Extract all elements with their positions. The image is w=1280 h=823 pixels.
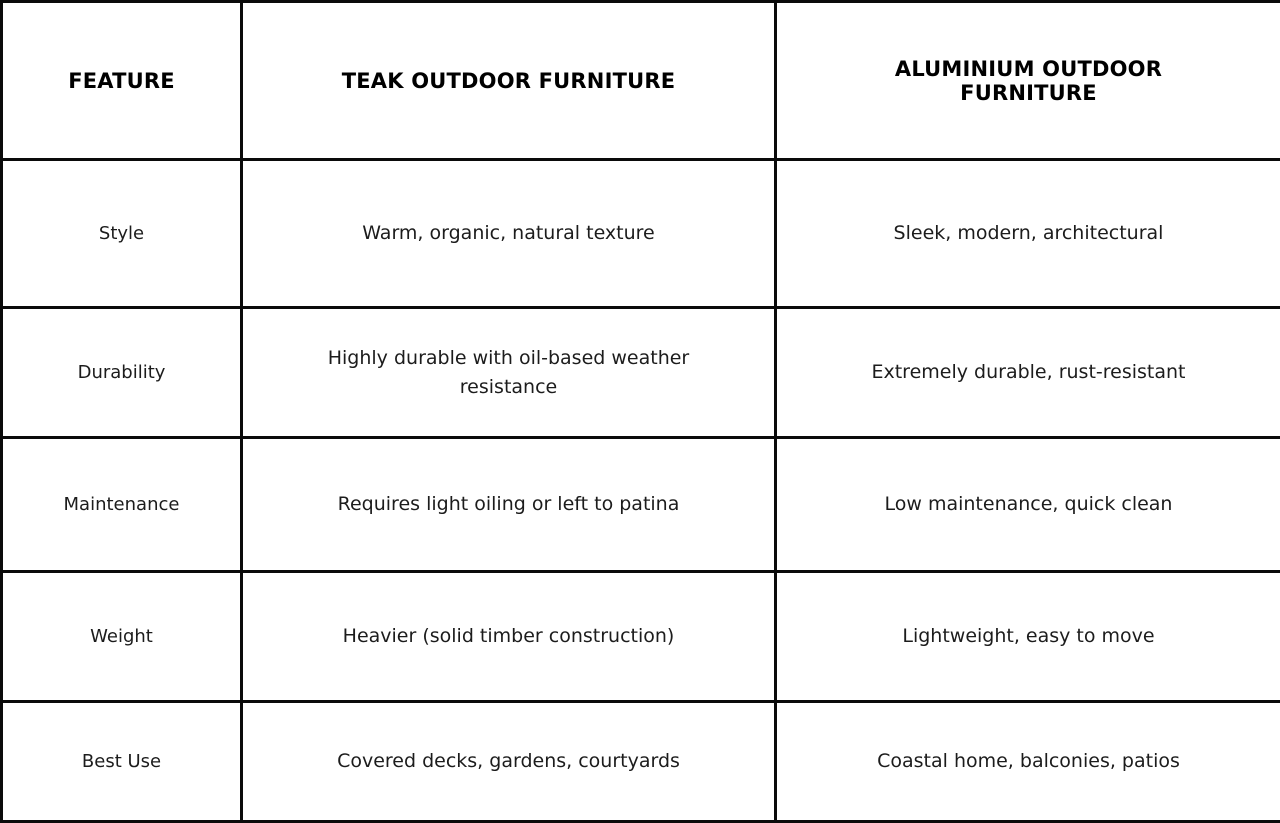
feature-cell: Best Use [2,702,242,822]
feature-cell: Weight [2,572,242,702]
teak-cell: Highly durable with oil-based weather resistance [242,308,776,438]
aluminium-cell: Sleek, modern, architectural [776,160,1280,308]
table-row-durability [2,308,1280,438]
header-aluminium: ALUMINIUM OUTDOOR FURNITURE [776,2,1280,160]
aluminium-cell: Extremely durable, rust-resistant [776,308,1280,438]
table-row-maintenance [2,438,1280,572]
feature-cell: Durability [2,308,242,438]
header-row [2,2,1280,160]
header-teak: TEAK OUTDOOR FURNITURE [242,2,776,160]
teak-cell: Covered decks, gardens, courtyards [242,702,776,822]
aluminium-cell: Lightweight, easy to move [776,572,1280,702]
feature-cell: Maintenance [2,438,242,572]
teak-cell: Heavier (solid timber construction) [242,572,776,702]
table-row-weight [2,572,1280,702]
header-feature: FEATURE [2,2,242,160]
table-row-style [2,160,1280,308]
table-row-best-use [2,702,1280,822]
teak-cell: Requires light oiling or left to patina [242,438,776,572]
teak-cell: Warm, organic, natural texture [242,160,776,308]
aluminium-cell: Low maintenance, quick clean [776,438,1280,572]
feature-cell: Style [2,160,242,308]
aluminium-cell: Coastal home, balconies, patios [776,702,1280,822]
